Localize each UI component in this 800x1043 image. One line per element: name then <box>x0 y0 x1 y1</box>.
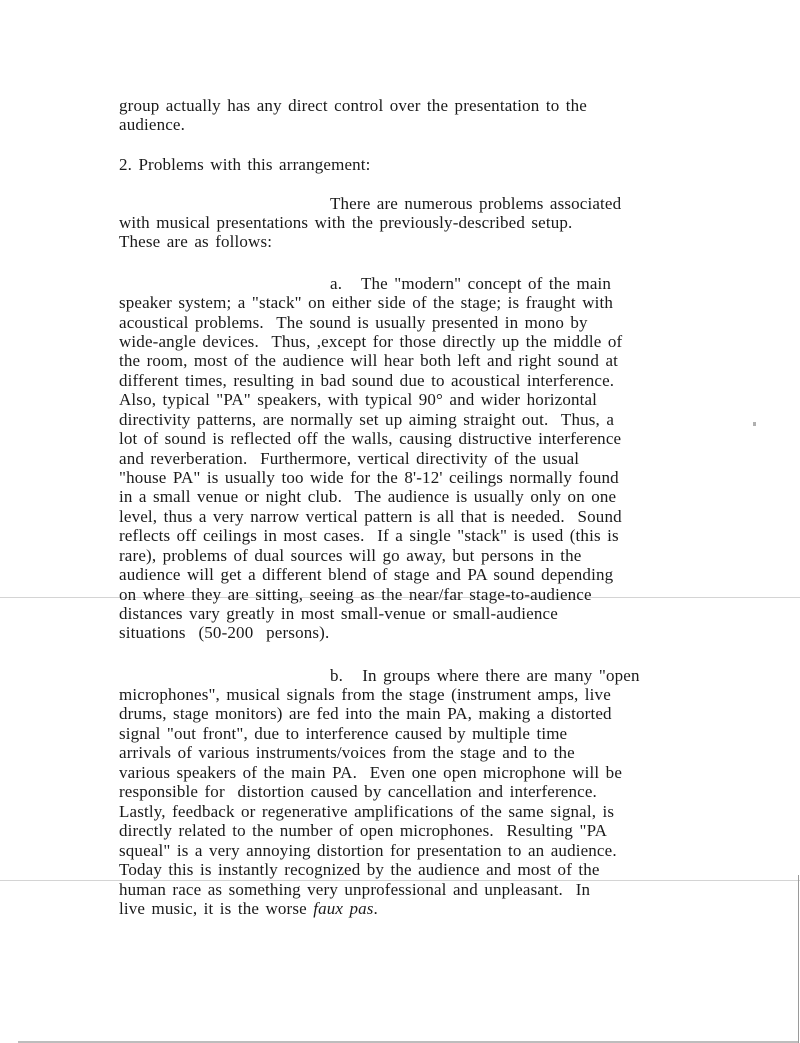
item-a-line: lot of sound is reflected off the walls, causing distructive interference <box>119 429 622 448</box>
continuation-line: audience. <box>119 115 186 134</box>
scan-speck <box>753 422 756 426</box>
item-b-line: microphones", musical signals from the stage (instrument amps, live <box>119 685 611 704</box>
item-b-last-line-period: . <box>373 899 378 918</box>
item-a-line: reflects off ceilings in most cases. If a single "stack" is used (this is <box>119 526 619 545</box>
item-a-line: audience will get a different blend of stage and PA sound depending <box>119 565 614 584</box>
item-a-line: "house PA" is usually too wide for the 8'-12' ceilings normally found <box>119 468 619 487</box>
item-b-line: b. In groups where there are many "open <box>330 666 640 685</box>
faux-pas-italic: faux pas <box>313 899 374 918</box>
item-b-line: Lastly, feedback or regenerative amplifications of the same signal, is <box>119 802 615 821</box>
continuation-line: group actually has any direct control over the presentation to the <box>119 96 587 115</box>
item-a-line: Also, typical "PA" speakers, with typical 90° and wider horizontal <box>119 390 598 409</box>
item-a-line: acoustical problems. The sound is usually presented in mono by <box>119 313 588 332</box>
intro-paragraph-line: These are as follows: <box>119 232 273 251</box>
item-a-line: speaker system; a "stack" on either side of the stage; is fraught with <box>119 293 614 312</box>
item-a-line: distances vary greatly in most small-venue or small-audience <box>119 604 558 623</box>
item-a-line: rare), problems of dual sources will go away, but persons in the <box>119 546 582 565</box>
item-b-last-line <box>119 899 378 919</box>
item-a-line: on where they are sitting, seeing as the near/far stage-to-audience <box>119 585 592 604</box>
item-a-line: and reverberation. Furthermore, vertical directivity of the usual <box>119 449 580 468</box>
item-a-line: wide-angle devices. Thus, ,except for those directly up the middle of <box>119 332 623 351</box>
item-a-line: level, thus a very narrow vertical pattern is all that is needed. Sound <box>119 507 622 526</box>
page-right-edge <box>798 875 799 1043</box>
item-b-line: responsible for distortion caused by cancellation and interference. <box>119 782 597 801</box>
item-a-line: different times, resulting in bad sound due to acoustical interference. <box>119 371 615 390</box>
item-b-line: Today this is instantly recognized by the audience and most of the <box>119 860 600 879</box>
section-heading: 2. Problems with this arrangement: <box>119 155 371 174</box>
item-b-line: arrivals of various instruments/voices from the stage and to the <box>119 743 575 762</box>
item-a-line: directivity patterns, are normally set up aiming straight out. Thus, a <box>119 410 615 429</box>
item-a-line: a. The "modern" concept of the main <box>330 274 612 293</box>
item-a-line: in a small venue or night club. The audience is usually only on one <box>119 487 617 506</box>
item-b-line: various speakers of the main PA. Even one open microphone will be <box>119 763 623 782</box>
intro-paragraph-line: There are numerous problems associated <box>330 194 622 213</box>
item-b-line: signal "out front", due to interference caused by multiple time <box>119 724 568 743</box>
item-a-line: situations (50-200 persons). <box>119 623 330 642</box>
item-b-line: directly related to the number of open microphones. Resulting "PA <box>119 821 608 840</box>
item-b-line: human race as something very unprofessional and unpleasant. In <box>119 880 591 899</box>
item-b-line: squeal" is a very annoying distortion for presentation to an audience. <box>119 841 617 860</box>
item-b-last-line-text: live music, it is the worse <box>119 899 314 918</box>
item-b-line: drums, stage monitors) are fed into the main PA, making a distorted <box>119 704 612 723</box>
intro-paragraph-line: with musical presentations with the previously-described setup. <box>119 213 573 232</box>
item-a-line: the room, most of the audience will hear both left and right sound at <box>119 351 619 370</box>
